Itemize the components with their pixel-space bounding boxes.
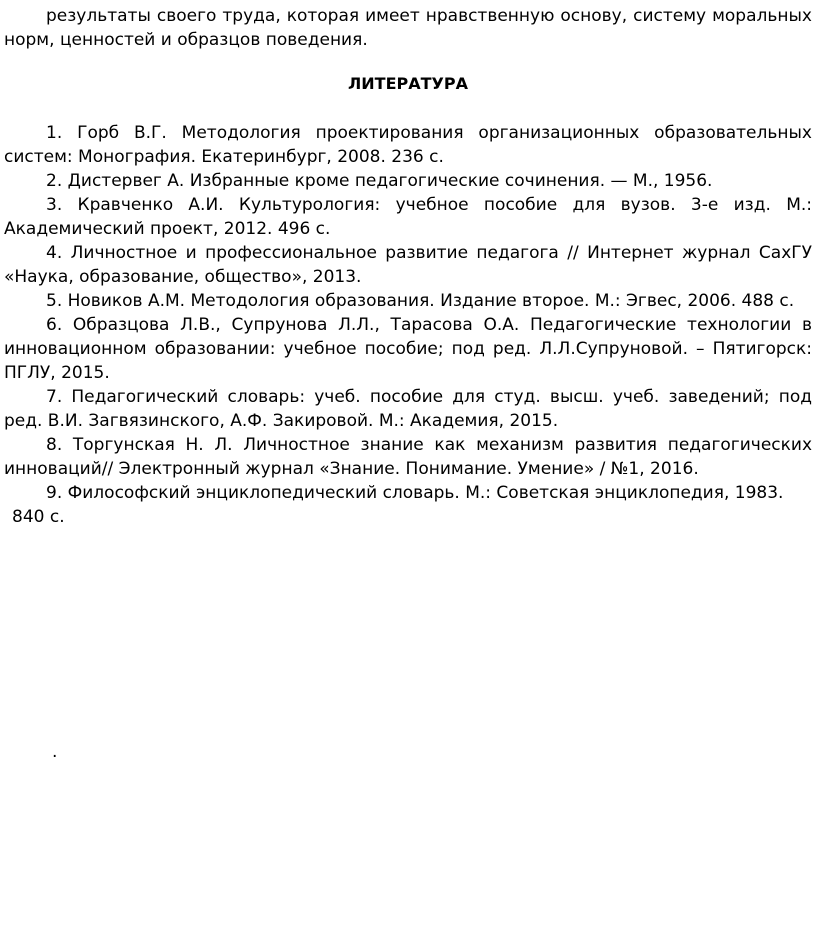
reference-item-5: 5. Новиков А.М. Методология образования. Издание второе. М.: Эгвес, 2006. 488 с.: [46, 291, 795, 311]
reference-item-7: 7. Педагогический словарь: учеб. пособие для студ. высш. учеб. заведений; под ред. В.И. Загвязинского, А.Ф. Закировой. М.: Академия, 2015.: [4, 387, 812, 431]
references-heading: ЛИТЕРАТУРА: [348, 74, 468, 93]
references-list: [4, 121, 812, 529]
intro-paragraph-block: [4, 4, 812, 52]
trailing-dot: .: [52, 742, 58, 762]
intro-paragraph: результаты своего труда, которая имеет нравственную основу, систему моральных норм, ценностей и образцов поведения.: [4, 6, 812, 50]
reference-item-9-main: 9. Философский энциклопедический словарь. М.: Советская энциклопедия, 1983.: [46, 483, 784, 503]
reference-item-2: 2. Дистервег А. Избранные кроме педагогические сочинения. — М., 1956.: [46, 171, 713, 191]
reference-item-3: 3. Кравченко А.И. Культурология: учебное пособие для вузов. 3-е изд. М.: Академический проект, 2012. 496 с.: [4, 195, 812, 239]
reference-item-8: 8. Торгунская Н. Л. Личностное знание как механизм развития педагогических инноваций// Электронный журнал «Знание. Понимание. Умение» / №1, 2016.: [4, 435, 812, 479]
reference-item-4: 4. Личностное и профессиональное развитие педагога // Интернет журнал СахГУ «Наука, образование, общество», 2013.: [4, 243, 812, 287]
reference-item-9-tail: 840 с.: [12, 507, 65, 527]
reference-item-6: 6. Образцова Л.В., Супрунова Л.Л., Тарасова О.А. Педагогические технологии в инновационном образовании: учебное пособие; под ред. Л.Л.Супруновой. – Пятигорск: ПГЛУ, 2015.: [4, 315, 812, 383]
reference-item-1: 1. Горб В.Г. Методология проектирования организационных образовательных систем: Монография. Екатеринбург, 2008. 236 с.: [4, 123, 812, 167]
reference-item-9: [4, 481, 812, 529]
